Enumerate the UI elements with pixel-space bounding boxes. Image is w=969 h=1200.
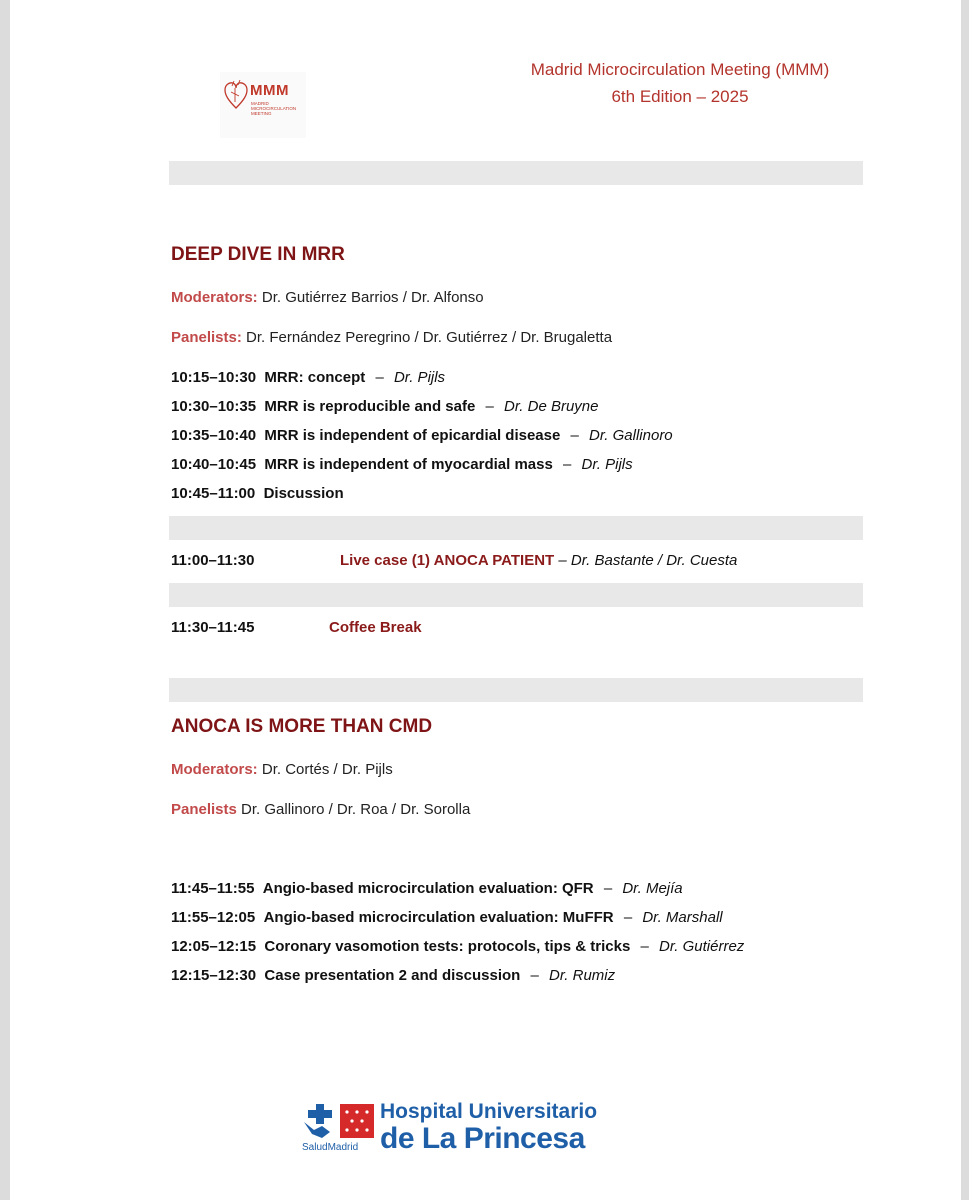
- talk-row: [171, 369, 445, 386]
- talk-topic: Angio-based microcirculation evaluation: MuFFR: [263, 909, 614, 926]
- dash: –: [640, 938, 649, 955]
- talk-speaker: Dr. Rumiz: [549, 967, 616, 984]
- talk-time: 10:15–10:30: [171, 369, 257, 386]
- talk-topic: Coronary vasomotion tests: protocols, tips & tricks: [264, 938, 631, 955]
- dash: –: [485, 398, 494, 415]
- document-page: [10, 0, 961, 1200]
- coffee-title: Coffee Break: [329, 619, 422, 636]
- meeting-edition: 6th Edition – 2025: [611, 87, 749, 106]
- salud-madrid-icon: [302, 1102, 376, 1142]
- live-case-speaker: Dr. Bastante / Dr. Cuesta: [570, 552, 738, 569]
- talk-row: [171, 967, 615, 984]
- logo-title: MMM: [250, 82, 289, 99]
- talk-speaker: Dr. Marshall: [642, 909, 723, 926]
- section-title: ANOCA IS MORE THAN CMD: [171, 716, 433, 737]
- talk-row: [171, 427, 673, 444]
- moderators-names: Dr. Gutiérrez Barrios / Dr. Alfonso: [261, 289, 484, 306]
- talk-time: 12:05–12:15: [171, 938, 257, 955]
- talk-time: 11:55–12:05: [171, 909, 256, 926]
- live-case-time: 11:00–11:30: [171, 552, 255, 569]
- talk-row: [171, 456, 633, 473]
- talk-topic: MRR: concept: [264, 369, 366, 386]
- talk-speaker: Dr. De Bruyne: [504, 398, 599, 415]
- talk-topic: MRR is independent of epicardial disease: [264, 427, 561, 444]
- panelists-label: Panelists:: [171, 329, 242, 346]
- salud-madrid-label: SaludMadrid: [302, 1142, 359, 1153]
- divider-band: [169, 161, 863, 185]
- dash: –: [603, 880, 613, 897]
- mmm-logo: [220, 72, 306, 138]
- talk-topic: Case presentation 2 and discussion: [264, 967, 521, 984]
- panelists-label: Panelists: [171, 801, 237, 818]
- talk-time: 10:45–11:00: [171, 485, 256, 502]
- talk-speaker: Dr. Gutiérrez: [659, 938, 745, 955]
- moderators-line: [171, 289, 484, 306]
- talk-row: [171, 485, 344, 502]
- talk-topic: MRR is independent of myocardial mass: [264, 456, 553, 473]
- talk-time: 10:40–10:45: [171, 456, 257, 473]
- talk-time: 10:35–10:40: [171, 427, 257, 444]
- talk-time: 10:30–10:35: [171, 398, 257, 415]
- moderators-line: [171, 761, 393, 778]
- talk-row: [171, 398, 598, 415]
- panelists-names: Dr. Fernández Peregrino / Dr. Gutiérrez / Dr. Brugaletta: [246, 329, 613, 346]
- meeting-name: Madrid Microcirculation Meeting (MMM): [530, 60, 830, 79]
- talk-row: [171, 938, 744, 955]
- moderators-names: Dr. Cortés / Dr. Pijls: [261, 761, 393, 778]
- live-case-line: [340, 552, 737, 569]
- dash: –: [623, 909, 633, 926]
- hospital-logo: [302, 1100, 622, 1160]
- moderators-label: Moderators:: [171, 289, 258, 306]
- coffee-time: 11:30–11:45: [171, 619, 255, 636]
- divider-band: [169, 678, 863, 702]
- talk-speaker: Dr. Gallinoro: [589, 427, 673, 444]
- section-title: DEEP DIVE IN MRR: [171, 244, 345, 265]
- panelists-line: [171, 801, 470, 818]
- talk-speaker: Dr. Pijls: [581, 456, 633, 473]
- talk-row: [171, 909, 723, 926]
- divider-band: [169, 583, 863, 607]
- dash: –: [563, 456, 572, 473]
- dash: –: [570, 427, 579, 444]
- heart-icon: [224, 80, 248, 110]
- talk-topic: MRR is reproducible and safe: [264, 398, 476, 415]
- hospital-name-line2: de La Princesa: [380, 1122, 585, 1155]
- talk-speaker: Dr. Mejía: [622, 880, 683, 897]
- hospital-name-line1: Hospital Universitario: [380, 1100, 598, 1123]
- meeting-title: [478, 56, 882, 110]
- talk-topic: Discussion: [263, 485, 344, 502]
- dash: –: [530, 967, 539, 984]
- talk-time: 11:45–11:55: [171, 880, 255, 897]
- panelists-line: [171, 329, 612, 346]
- logo-subtitle: MADRID MICROCIRCULATION MEETING: [251, 101, 297, 116]
- live-case-title: Live case (1) ANOCA PATIENT: [340, 552, 555, 569]
- panelists-names: Dr. Gallinoro / Dr. Roa / Dr. Sorolla: [241, 801, 471, 818]
- moderators-label: Moderators:: [171, 761, 258, 778]
- divider-band: [169, 516, 863, 540]
- dash: –: [375, 369, 384, 386]
- talk-row: [171, 880, 683, 897]
- talk-topic: Angio-based microcirculation evaluation: QFR: [262, 880, 594, 897]
- talk-speaker: Dr. Pijls: [393, 369, 446, 386]
- dash: –: [558, 552, 567, 569]
- talk-time: 12:15–12:30: [171, 967, 257, 984]
